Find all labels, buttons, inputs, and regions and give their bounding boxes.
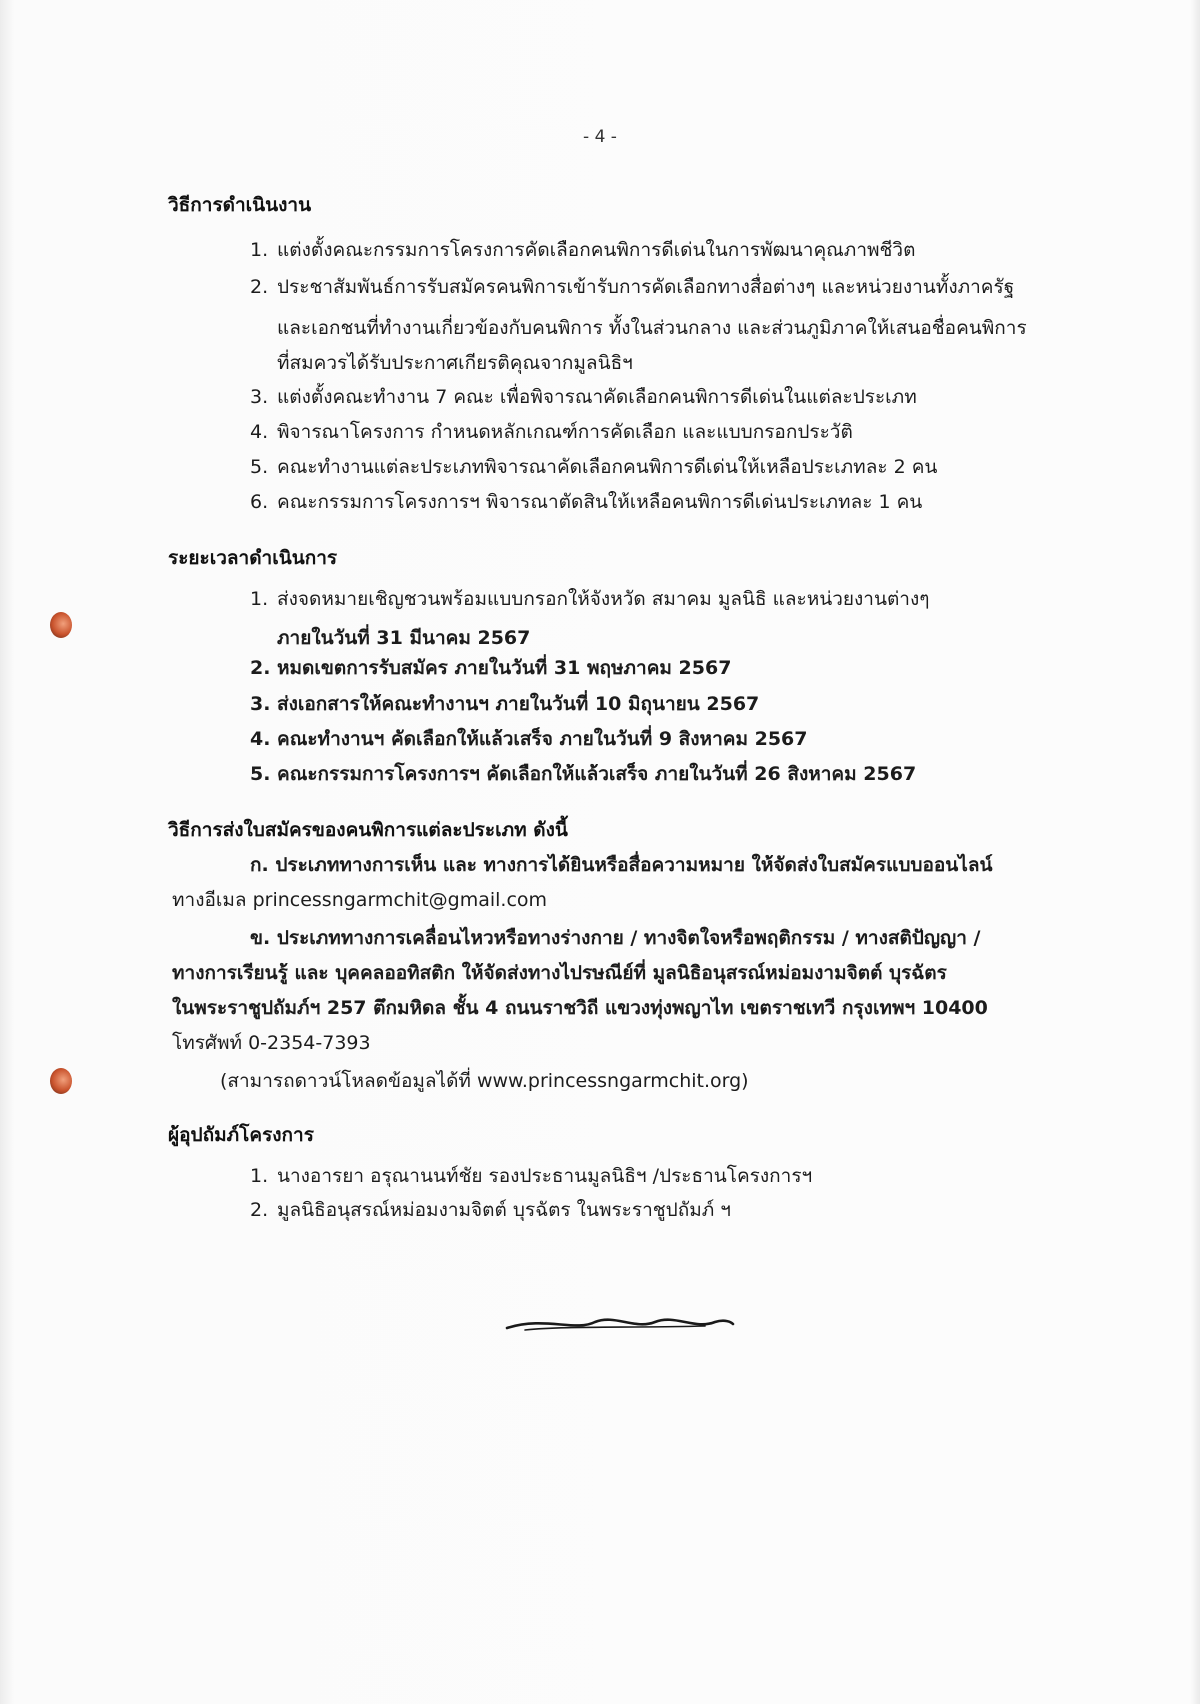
timeline-item-5: [250, 757, 1050, 792]
procedure-item-2: [250, 270, 1050, 305]
section-heading-timeline: ระยะเวลาดำเนินการ: [168, 547, 338, 569]
download-note: (สามารถดาวน์โหลดข้อมูลได้ที่ www.princessngarmchit.org): [220, 1070, 749, 1092]
item-number: 3.: [250, 386, 269, 408]
application-phone: โทรศัพท์ 0-2354-7393: [172, 1032, 371, 1054]
item-text: คณะทำงานฯ คัดเลือกให้แล้วเสร็จ ภายในวันที่ 9 สิงหาคม 2567: [277, 728, 808, 750]
timeline-item-1-deadline: ภายในวันที่ 31 มีนาคม 2567: [277, 627, 531, 649]
item-number: 4.: [250, 421, 269, 443]
item-text: ประชาสัมพันธ์การรับสมัครคนพิการเข้ารับการคัดเลือกทางสื่อต่างๆ และหน่วยงานทั้งภาครัฐ: [277, 276, 1015, 298]
page-number: - 4 -: [583, 127, 617, 147]
item-text: คณะทำงานแต่ละประเภทพิจารณาคัดเลือกคนพิการดีเด่นให้เหลือประเภทละ 2 คน: [277, 456, 938, 478]
item-text: คณะกรรมการโครงการฯ พิจารณาตัดสินให้เหลือคนพิการดีเด่นประเภทละ 1 คน: [277, 491, 923, 513]
sponsor-item-2: [250, 1193, 1050, 1228]
procedure-item-2-cont-2: ที่สมควรได้รับประกาศเกียรติคุณจากมูลนิธิฯ: [277, 352, 633, 374]
item-text: ส่งจดหมายเชิญชวนพร้อมแบบกรอกให้จังหวัด สมาคม มูลนิธิ และหน่วยงานต่างๆ: [277, 588, 930, 610]
timeline-item-3: [250, 687, 1050, 722]
application-type-b-cont: ทางการเรียนรู้ และ บุคคลออทิสติก ให้จัดส่งทางไปรษณีย์ที่ มูลนิธิอนุสรณ์หม่อมงามจิตต์ บุรฉัตร: [172, 962, 947, 984]
item-number: 2.: [250, 657, 271, 679]
section-heading-procedure: วิธีการดำเนินงาน: [168, 194, 312, 216]
item-number: 1.: [250, 588, 269, 610]
application-type-b: ข. ประเภททางการเคลื่อนไหวหรือทางร่างกาย / ทางจิตใจหรือพฤติกรรม / ทางสติปัญญา /: [250, 927, 981, 949]
sponsor-item-1: [250, 1159, 1050, 1194]
application-email: ทางอีเมล princessngarmchit@gmail.com: [172, 889, 548, 911]
procedure-item-2-cont-1: และเอกชนที่ทำงานเกี่ยวข้องกับคนพิการ ทั้งในส่วนกลาง และส่วนภูมิภาคให้เสนอชื่อคนพิการ: [277, 317, 1027, 339]
procedure-item-5: [250, 450, 1050, 485]
timeline-item-1: [250, 582, 1050, 617]
item-text: มูลนิธิอนุสรณ์หม่อมงามจิตต์ บุรฉัตร ในพระราชูปถัมภ์ ฯ: [277, 1199, 731, 1221]
punch-hole-bottom: [50, 1068, 72, 1094]
procedure-item-6: [250, 485, 1050, 520]
application-address: ในพระราชูปถัมภ์ฯ 257 ตึกมหิดล ชั้น 4 ถนนราชวิถี แขวงทุ่งพญาไท เขตราชเทวี กรุงเทพฯ 10400: [172, 997, 988, 1019]
item-text: หมดเขตการรับสมัคร ภายในวันที่ 31 พฤษภาคม 2567: [277, 657, 732, 679]
section-heading-application: วิธีการส่งใบสมัครของคนพิการแต่ละประเภท ดังนี้: [168, 819, 568, 841]
item-number: 2.: [250, 1199, 269, 1221]
item-number: 5.: [250, 763, 271, 785]
timeline-item-2: [250, 651, 1050, 686]
procedure-item-1: [250, 233, 1050, 268]
item-number: 2.: [250, 276, 269, 298]
timeline-item-4: [250, 722, 1050, 757]
item-number: 5.: [250, 456, 269, 478]
end-ornament: [505, 1310, 735, 1340]
section-heading-sponsors: ผู้อุปถัมภ์โครงการ: [168, 1124, 314, 1146]
procedure-item-3: [250, 380, 1050, 415]
item-text: แต่งตั้งคณะทำงาน 7 คณะ เพื่อพิจารณาคัดเลือกคนพิการดีเด่นในแต่ละประเภท: [277, 386, 917, 408]
item-text: นางอารยา อรุณานนท์ชัย รองประธานมูลนิธิฯ /ประธานโครงการฯ: [277, 1165, 813, 1187]
item-number: 1.: [250, 239, 269, 261]
item-text: พิจารณาโครงการ กำหนดหลักเกณฑ์การคัดเลือก และแบบกรอกประวัติ: [277, 421, 853, 443]
item-text: ส่งเอกสารให้คณะทำงานฯ ภายในวันที่ 10 มิถุนายน 2567: [277, 693, 760, 715]
item-text: แต่งตั้งคณะกรรมการโครงการคัดเลือกคนพิการดีเด่นในการพัฒนาคุณภาพชีวิต: [277, 239, 916, 261]
item-text: คณะกรรมการโครงการฯ คัดเลือกให้แล้วเสร็จ ภายในวันที่ 26 สิงหาคม 2567: [277, 763, 917, 785]
item-number: 4.: [250, 728, 271, 750]
application-type-a: ก. ประเภททางการเห็น และ ทางการได้ยินหรือสื่อความหมาย ให้จัดส่งใบสมัครแบบออนไลน์: [250, 854, 993, 876]
item-number: 3.: [250, 693, 271, 715]
punch-hole-top: [50, 612, 72, 638]
procedure-item-4: [250, 415, 1050, 450]
item-number: 1.: [250, 1165, 269, 1187]
item-number: 6.: [250, 491, 269, 513]
